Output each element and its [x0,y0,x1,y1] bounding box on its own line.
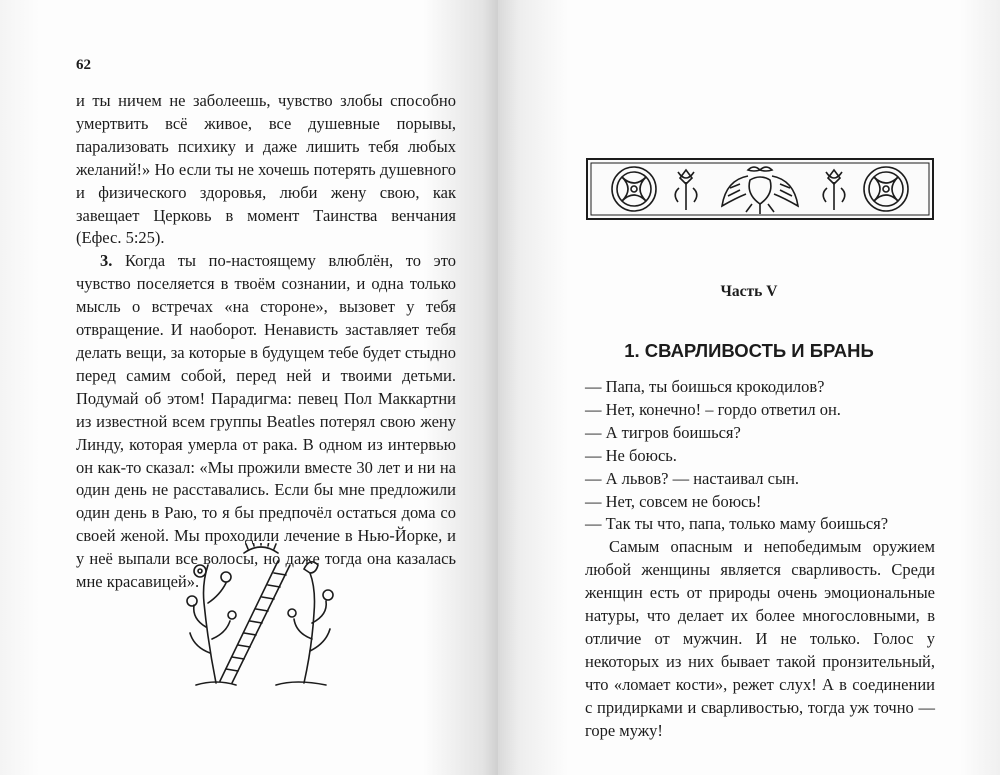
paragraph-3-text: Когда ты по-настоящему влюблён, то это чувство поселяется в твоём сознании, и одна только мысль о встречах «на стороне», вызовет у тебя отвращение. И наоборот. Ненависть заставляет тебя делать вещи, за которые в будущем тебе будет стыдно перед самим собой, перед ней и твоими детьми. Подумай об этом! Парадигма: певец Пол Маккартни из известной всем группы Beatles потерял свою жену Линду, которая умерла от рака. В одном из интервью он как-то сказал: «Мы прожили вместе 30 лет и ни на один день не расставались. Если бы мне предложили один день в Раю, то я бы предпочёл остаться дома со своей женой. Мы проходили лечение в Нью-Йорке, и у неё выпали все волосы, но даже тогда она казалась мне красавицей». [76,251,456,592]
left-page-text [76,90,456,594]
right-page-text [585,376,935,743]
body-paragraph: Самым опасным и непобедимым оружием любой женщины является сварливость. Среди женщин есть от природы очень эмоциональные натуры, что делает их более многословными, в отличие от мужчин. И не только. Голос у некоторых из них бывает такой пронзительный, что «ломает кости», режет слух! А в соединении с придирками и сварливостью, тогда уж точно — горе мужу! [585,537,935,740]
paragraph-number: 3. [100,251,113,271]
dialogue-line: — Нет, совсем не боюсь! [585,491,762,511]
ornament-band-icon [586,158,934,220]
dialogue-line: — Так ты что, папа, только маму боишься? [585,514,889,534]
dialogue-line: — Папа, ты боишься крокодилов? [585,377,825,396]
part-heading: Часть V [720,283,778,300]
chapter-title: 1. СВАРЛИВОСТЬ И БРАНЬ [624,340,874,361]
dialogue-line: — А тигров боишься? [585,422,741,442]
right-page [498,0,1000,775]
dialogue [585,376,935,536]
ladder-flowers-vignette-icon [186,543,336,691]
dialogue-line: — Нет, конечно! – гордо ответил он. [585,399,841,419]
paragraph-continuation: и ты ничем не заболеешь, чувство злобы способно умертвить всё живое, все душевные порывы, парализовать психику и даже лишить тебя любых желаний!» Но если ты не хочешь потерять душевного и физического здоровья, люби жену свою, как завещает Церковь в момент Таинства венчания (Ефес. 5:25). [76,91,456,248]
page-number: 62 [76,57,91,73]
dialogue-line: — Не боюсь. [585,445,677,465]
left-page [0,0,498,775]
dialogue-line: — А львов? — настаивал сын. [585,468,800,488]
